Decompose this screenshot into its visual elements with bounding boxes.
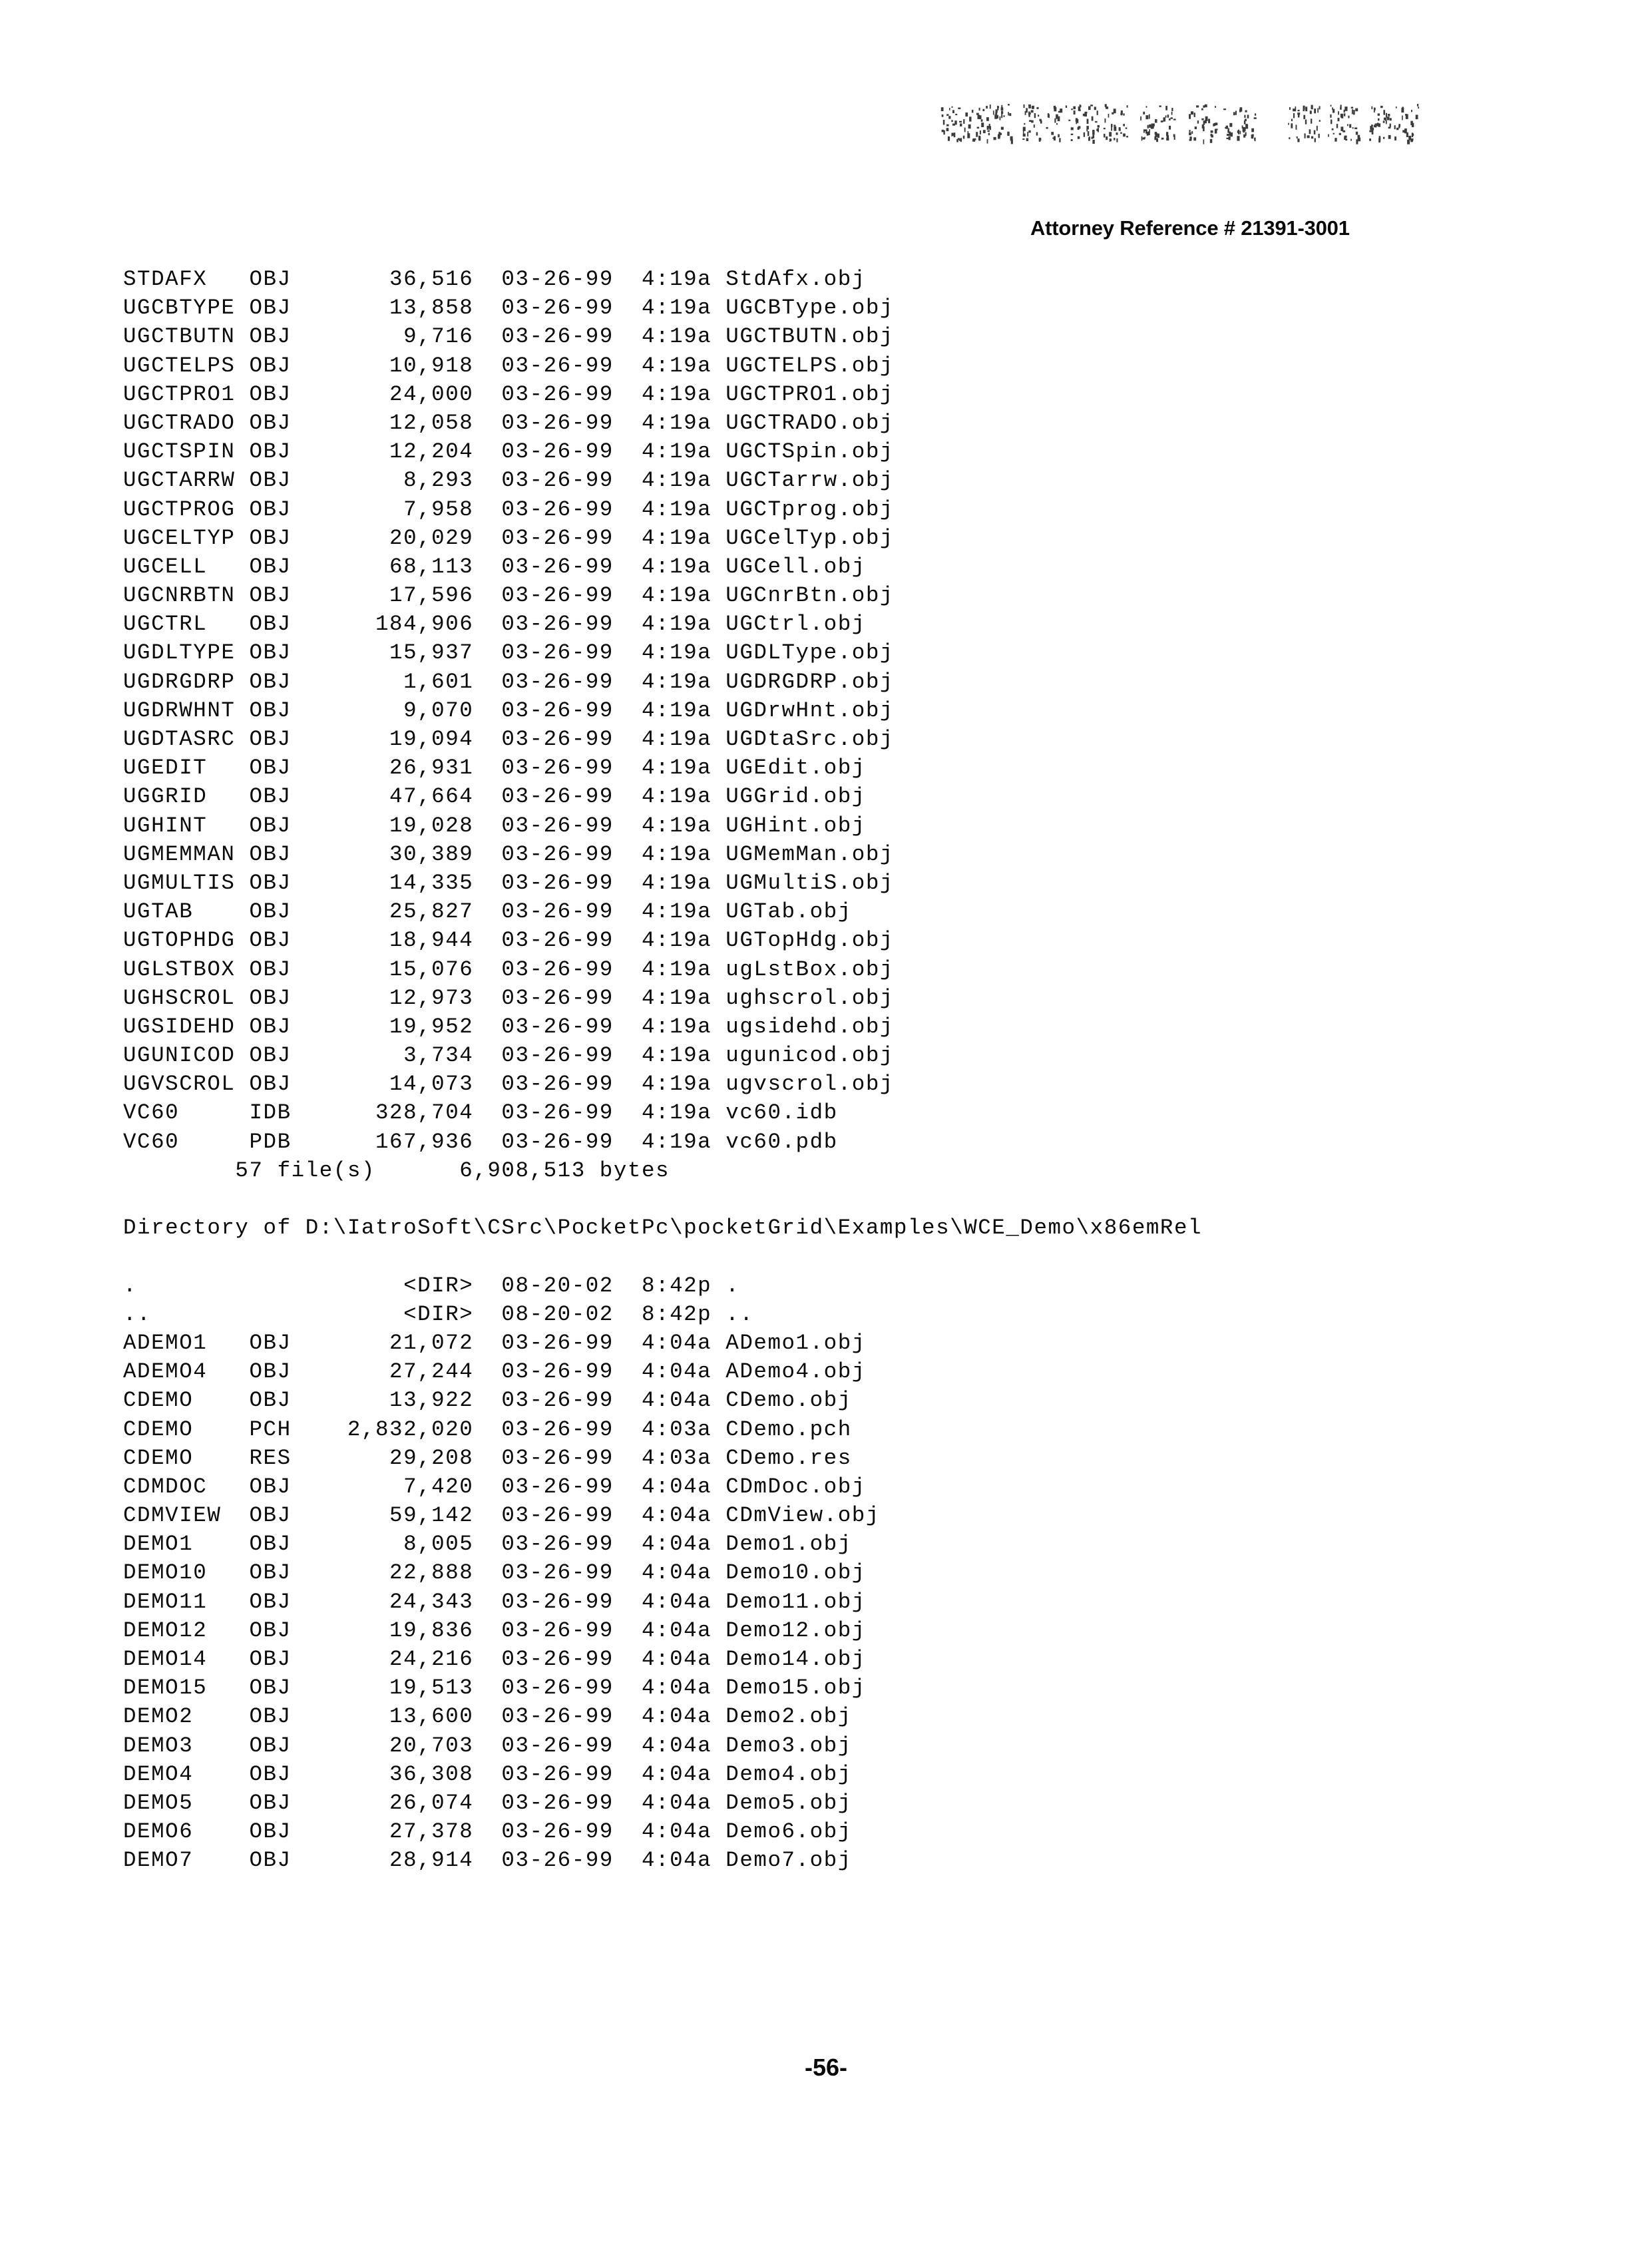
file-entry-row: CDMVIEW OBJ 59,142 03-26-99 4:04a CDmView.obj xyxy=(123,1503,880,1528)
file-entry-row: DEMO15 OBJ 19,513 03-26-99 4:04a Demo15.obj xyxy=(123,1676,866,1701)
file-entry-row: UGTOPHDG OBJ 18,944 03-26-99 4:19a UGTopHdg.obj xyxy=(123,928,894,953)
file-entry-row: DEMO3 OBJ 20,703 03-26-99 4:04a Demo3.obj xyxy=(123,1733,852,1758)
page-number: -56- xyxy=(804,2054,848,2081)
file-entry-row: UGDTASRC OBJ 19,094 03-26-99 4:19a UGDtaSrc.obj xyxy=(123,727,894,752)
spacer xyxy=(123,1242,1454,1271)
file-entry-row: UGMEMMAN OBJ 30,389 03-26-99 4:19a UGMemMan.obj xyxy=(123,841,894,867)
file-entry-row: UGCTARRW OBJ 8,293 03-26-99 4:19a UGCTarrw.obj xyxy=(123,468,894,493)
file-entry-row: UGMULTIS OBJ 14,335 03-26-99 4:19a UGMultiS.obj xyxy=(123,870,894,895)
directory-path-line: Directory of D:\IatroSoft\CSrc\PocketPc\pocketGrid\Examples\WCE_Demo\x86emRel xyxy=(123,1216,1203,1241)
faded-dot-matrix-stamp xyxy=(929,100,1421,150)
file-entry-row: DEMO4 OBJ 36,308 03-26-99 4:04a Demo4.obj xyxy=(123,1761,852,1787)
file-entry-row: UGDLTYPE OBJ 15,937 03-26-99 4:19a UGDLType.obj xyxy=(123,640,894,666)
file-entry-row: DEMO14 OBJ 24,216 03-26-99 4:04a Demo14.obj xyxy=(123,1647,866,1672)
summary-line: 57 file(s) 6,908,513 bytes xyxy=(123,1158,670,1183)
attorney-reference: Attorney Reference # 21391-3001 xyxy=(1030,216,1350,240)
file-entry-row: DEMO6 OBJ 27,378 03-26-99 4:04a Demo6.obj xyxy=(123,1819,852,1845)
file-entry-row: DEMO7 OBJ 28,914 03-26-99 4:04a Demo7.obj xyxy=(123,1848,852,1873)
file-entry-row: UGCTPRO1 OBJ 24,000 03-26-99 4:19a UGCTPRO1.obj xyxy=(123,381,894,407)
file-entry-row: STDAFX OBJ 36,516 03-26-99 4:19a StdAfx.obj xyxy=(123,267,866,292)
file-entry-row: UGCTRL OBJ 184,906 03-26-99 4:19a UGCtrl.obj xyxy=(123,612,866,637)
file-entry-row: UGLSTBOX OBJ 15,076 03-26-99 4:19a ugLstBox.obj xyxy=(123,957,894,982)
file-entry-row: CDEMO RES 29,208 03-26-99 4:03a CDemo.res xyxy=(123,1445,852,1471)
file-entry-row: UGCBTYPE OBJ 13,858 03-26-99 4:19a UGCBType.obj xyxy=(123,296,894,321)
file-entry-row: UGCTELPS OBJ 10,918 03-26-99 4:19a UGCTELPS.obj xyxy=(123,353,894,378)
file-entry-row: UGUNICOD OBJ 3,734 03-26-99 4:19a ugunicod.obj xyxy=(123,1043,894,1068)
file-entry-row: DEMO12 OBJ 19,836 03-26-99 4:04a Demo12.obj xyxy=(123,1618,866,1643)
spacer xyxy=(123,1185,1454,1214)
file-entry-row: CDEMO OBJ 13,922 03-26-99 4:04a CDemo.obj xyxy=(123,1388,852,1413)
file-entry-row: ADEMO4 OBJ 27,244 03-26-99 4:04a ADemo4.obj xyxy=(123,1359,866,1385)
file-entry-row: CDEMO PCH 2,832,020 03-26-99 4:03a CDemo.pch xyxy=(123,1417,852,1442)
file-entry-row: .. <DIR> 08-20-02 8:42p .. xyxy=(123,1301,754,1327)
file-entry-row: UGDRGDRP OBJ 1,601 03-26-99 4:19a UGDRGDRP.obj xyxy=(123,669,894,694)
file-entry-row: UGEDIT OBJ 26,931 03-26-99 4:19a UGEdit.obj xyxy=(123,756,866,781)
file-entry-row: CDMDOC OBJ 7,420 03-26-99 4:04a CDmDoc.obj xyxy=(123,1474,866,1499)
file-entry-row: DEMO2 OBJ 13,600 03-26-99 4:04a Demo2.obj xyxy=(123,1704,852,1729)
file-entry-row: UGGRID OBJ 47,664 03-26-99 4:19a UGGrid.obj xyxy=(123,784,866,809)
file-entry-row: UGCTBUTN OBJ 9,716 03-26-99 4:19a UGCTBUTN.obj xyxy=(123,324,894,349)
file-entry-row: DEMO11 OBJ 24,343 03-26-99 4:04a Demo11.obj xyxy=(123,1589,866,1614)
file-entry-row: UGCTPROG OBJ 7,958 03-26-99 4:19a UGCTprog.obj xyxy=(123,497,894,522)
file-entry-row: UGCNRBTN OBJ 17,596 03-26-99 4:19a UGCnrBtn.obj xyxy=(123,583,894,608)
file-entry-row: UGHINT OBJ 19,028 03-26-99 4:19a UGHint.obj xyxy=(123,813,866,838)
file-entry-row: DEMO5 OBJ 26,074 03-26-99 4:04a Demo5.obj xyxy=(123,1790,852,1815)
file-entry-row: VC60 IDB 328,704 03-26-99 4:19a vc60.idb xyxy=(123,1100,838,1126)
file-entry-row: VC60 PDB 167,936 03-26-99 4:19a vc60.pdb xyxy=(123,1129,838,1154)
file-entry-row: ADEMO1 OBJ 21,072 03-26-99 4:04a ADemo1.obj xyxy=(123,1330,866,1355)
file-entry-row: . <DIR> 08-20-02 8:42p . xyxy=(123,1273,740,1298)
file-entry-row: UGTAB OBJ 25,827 03-26-99 4:19a UGTab.obj xyxy=(123,899,852,925)
file-entry-row: UGCTRADO OBJ 12,058 03-26-99 4:19a UGCTRADO.obj xyxy=(123,410,894,435)
file-entry-row: UGCELL OBJ 68,113 03-26-99 4:19a UGCell.obj xyxy=(123,554,866,579)
file-entry-row: DEMO1 OBJ 8,005 03-26-99 4:04a Demo1.obj xyxy=(123,1532,852,1557)
file-entry-row: UGSIDEHD OBJ 19,952 03-26-99 4:19a ugsidehd.obj xyxy=(123,1014,894,1039)
file-entry-row: UGVSCROL OBJ 14,073 03-26-99 4:19a ugvscrol.obj xyxy=(123,1072,894,1097)
file-entry-row: UGCTSPIN OBJ 12,204 03-26-99 4:19a UGCTSpin.obj xyxy=(123,439,894,465)
file-entry-row: UGDRWHNT OBJ 9,070 03-26-99 4:19a UGDrwHnt.obj xyxy=(123,698,894,723)
file-entry-row: DEMO10 OBJ 22,888 03-26-99 4:04a Demo10.obj xyxy=(123,1560,866,1586)
file-entry-row: UGCELTYP OBJ 20,029 03-26-99 4:19a UGCelTyp.obj xyxy=(123,525,894,551)
file-entry-row: UGHSCROL OBJ 12,973 03-26-99 4:19a ughscrol.obj xyxy=(123,985,894,1011)
directory-listing xyxy=(123,265,1454,1875)
